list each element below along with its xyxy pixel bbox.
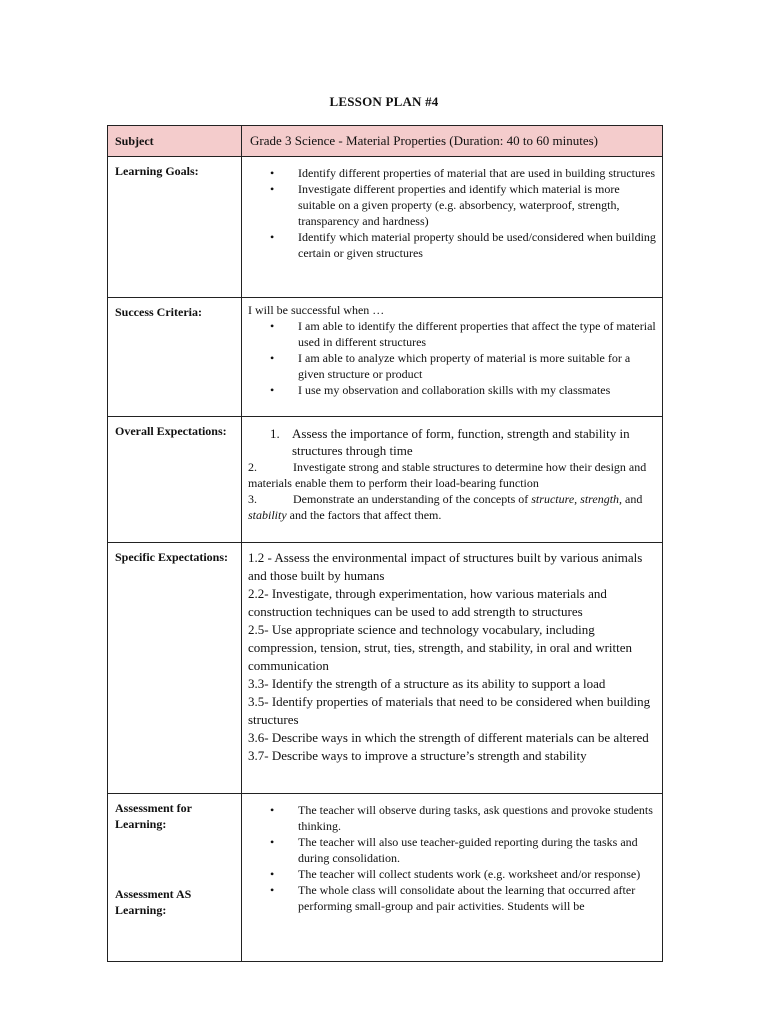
subject-row — [108, 126, 663, 157]
overall-expectation-3 — [248, 491, 656, 523]
expectation-item: 3.3- Identify the strength of a structure as its ability to support a load — [248, 676, 606, 691]
item-text: Investigate strong and stable structures to determine how their design and materials enable them to perform their load-bearing function — [248, 460, 647, 490]
assessment-as-list — [248, 882, 656, 914]
item-number: 2. — [248, 460, 257, 474]
expectation-item: 3.7- Describe ways to improve a structure’s strength and stability — [248, 748, 587, 763]
learning-goals-row — [108, 157, 663, 298]
lesson-plan-table — [107, 125, 663, 962]
item-emphasis: structure, strength, — [531, 492, 623, 506]
assessment-for-label: Assessment for Learning: — [115, 801, 192, 831]
item-text: and the factors that affect them. — [286, 508, 442, 522]
list-item: • The teacher will observe during tasks, ask questions and provoke students thinking. — [248, 802, 656, 834]
expectation-item: 3.6- Describe ways in which the strength of different materials can be altered — [248, 730, 649, 745]
list-item: • I am able to analyze which property of material is more suitable for a given structure or product — [248, 350, 656, 382]
assessment-row — [108, 794, 663, 962]
overall-expectation-2 — [248, 459, 656, 491]
overall-expectations-row — [108, 417, 663, 543]
item-text: Assess the importance of form, function, strength and stability in structures through time — [292, 426, 630, 458]
expectation-item: 2.5- Use appropriate science and technology vocabulary, including compression, tension, strut, ties, strength, and stability, in oral and written communication — [248, 622, 633, 673]
list-item: • Identify which material property should be used/considered when building certain or given structures — [248, 229, 656, 261]
list-item: • Investigate different properties and identify which material is more suitable on a given property (e.g. absorbency, waterproof, strength, transparency and hardness) — [248, 181, 656, 229]
expectation-item: 3.5- Identify properties of materials that need to be considered when building structures — [248, 694, 651, 727]
item-emphasis: stability — [248, 508, 287, 522]
assessment-for-list — [248, 802, 656, 882]
success-criteria-content — [242, 298, 663, 417]
list-item: • I use my observation and collaboration skills with my classmates — [248, 382, 656, 398]
expectation-item: 2.2- Investigate, through experimentation, how various materials and construction techniques can be used to add strength to structures — [248, 586, 607, 619]
overall-expectations-content — [242, 417, 663, 543]
list-item: • The teacher will also use teacher-guided reporting during the tasks and during consolidation. — [248, 834, 656, 866]
learning-goals-list — [248, 165, 656, 261]
specific-expectations-label: Specific Expectations: — [108, 543, 242, 794]
assessment-content — [242, 794, 663, 962]
subject-label: Subject — [108, 126, 242, 157]
success-criteria-row — [108, 298, 663, 417]
success-criteria-list — [248, 318, 656, 398]
assessment-labels — [108, 794, 242, 962]
success-criteria-intro: I will be successful when … — [248, 303, 385, 317]
page-title: LESSON PLAN #4 — [329, 94, 439, 109]
item-number: 1. — [270, 426, 280, 441]
list-item: • Identify different properties of material that are used in building structures — [248, 165, 656, 181]
learning-goals-label: Learning Goals: — [108, 157, 242, 298]
subject-value: Grade 3 Science - Material Properties (Duration: 40 to 60 minutes) — [242, 126, 663, 157]
specific-expectations-content — [242, 543, 663, 794]
list-item: • The teacher will collect students work (e.g. worksheet and/or response) — [248, 866, 656, 882]
list-item: • The whole class will consolidate about the learning that occurred after performing small-group and pair activities. Students will be — [248, 882, 656, 914]
success-criteria-label: Success Criteria: — [108, 298, 242, 417]
overall-expectations-label: Overall Expectations: — [108, 417, 242, 543]
item-number: 3. — [248, 492, 257, 506]
learning-goals-content — [242, 157, 663, 298]
overall-expectation-1 — [248, 425, 656, 459]
specific-expectations-row — [108, 543, 663, 794]
assessment-as-label: Assessment AS Learning: — [115, 887, 192, 917]
list-item: • I am able to identify the different properties that affect the type of material used in different structures — [248, 318, 656, 350]
item-text: Demonstrate an understanding of the concepts of — [293, 492, 532, 506]
expectation-item: 1.2 - Assess the environmental impact of structures built by various animals and those built by humans — [248, 550, 643, 583]
item-text: and — [622, 492, 643, 506]
